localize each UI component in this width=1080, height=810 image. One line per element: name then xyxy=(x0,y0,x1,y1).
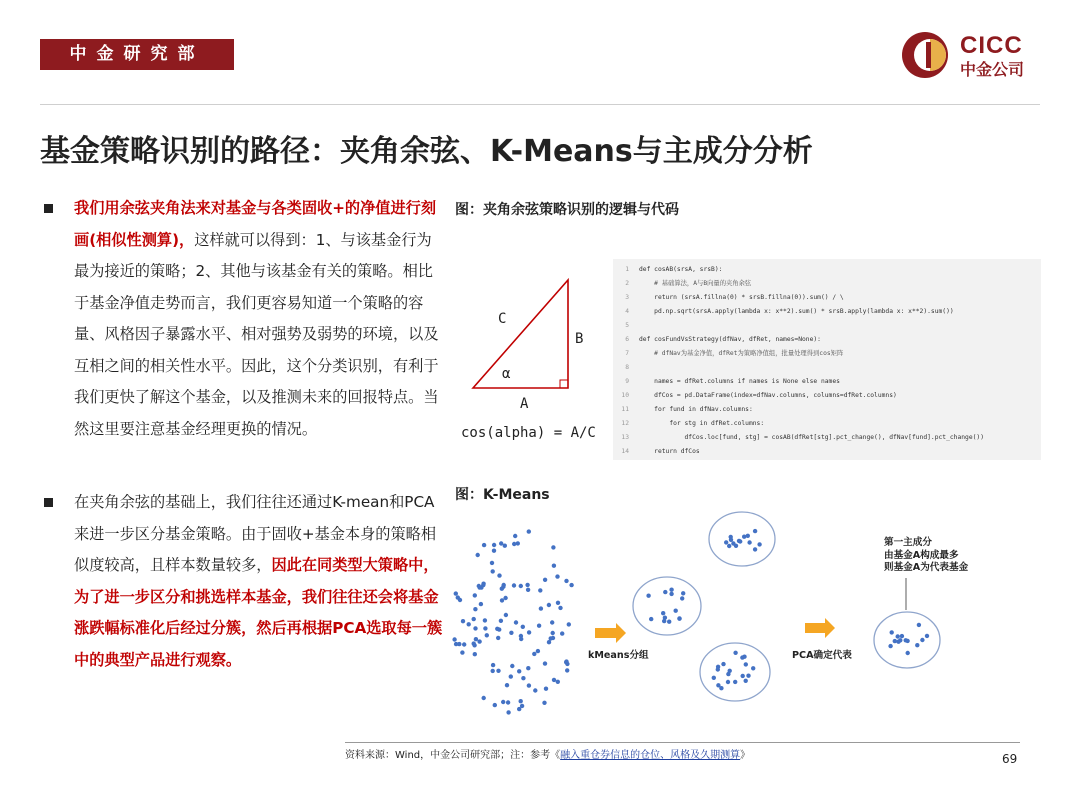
scatter-point xyxy=(719,686,723,690)
scatter-point xyxy=(662,619,666,623)
code-line xyxy=(613,319,1041,333)
scatter-point xyxy=(526,666,530,670)
scatter-point xyxy=(473,626,477,630)
cosine-formula: cos(alpha) = A/C xyxy=(461,425,596,441)
scatter-point xyxy=(454,642,458,646)
code-line-text: dfCos = pd.DataFrame(index=dfNav.columns, columns=dfRet.columns) xyxy=(639,392,897,399)
scatter-point xyxy=(497,627,501,631)
arrow-right-icon xyxy=(595,623,626,643)
code-line-text: dfCos.loc[fund, stg] = cosAB(dfRet[stg].pct_change(), dfNav[fund].pct_change()) xyxy=(639,434,984,441)
scatter-point xyxy=(674,609,678,613)
scatter-point xyxy=(482,696,486,700)
code-line xyxy=(613,333,1041,347)
arrow-right-icon xyxy=(805,618,835,638)
kmeans-arrow-label: kMeans分组 xyxy=(588,650,649,661)
scatter-point xyxy=(538,588,542,592)
scatter-point xyxy=(482,543,486,547)
source-report-link[interactable]: 融入重仓券信息的仓位、风格及久期测算 xyxy=(560,750,741,761)
scatter-point xyxy=(517,669,521,673)
figure-1-caption: 图：夹角余弦策略识别的逻辑与代码 xyxy=(455,202,679,218)
scatter-point xyxy=(473,607,477,611)
pca-note xyxy=(884,537,968,575)
scatter-point xyxy=(905,639,909,643)
scatter-point xyxy=(501,700,505,704)
scatter-point xyxy=(452,637,456,641)
triangle-label-b: B xyxy=(575,331,584,347)
paragraph-2-highlight: 因此在同类型大策略中，为了进一步区分和挑选样本基金，我们往往还会将基金涨跌幅标准化后经过分簇，然后再根据PCA选取每一簇中的典型产品进行观察。 xyxy=(74,556,443,669)
code-line-number: 13 xyxy=(621,434,629,441)
scatter-point xyxy=(564,659,568,663)
scatter-point xyxy=(547,603,551,607)
source-suffix: 》 xyxy=(740,750,751,761)
scatter-point xyxy=(533,688,537,692)
code-block xyxy=(613,259,1041,460)
scatter-point xyxy=(525,583,529,587)
code-line-number: 6 xyxy=(625,336,629,343)
scatter-point xyxy=(496,636,500,640)
scatter-point xyxy=(744,662,748,666)
scatter-point xyxy=(460,650,464,654)
scatter-point xyxy=(649,617,653,621)
scatter-point xyxy=(473,652,477,656)
footer-divider xyxy=(345,742,1020,743)
scatter-point xyxy=(667,620,671,624)
scatter-point xyxy=(724,540,728,544)
scatter-point xyxy=(737,539,741,543)
page-title: 基金策略识别的路径：夹角余弦、K-Means与主成分分析 xyxy=(40,134,813,169)
scatter-point xyxy=(741,674,745,678)
scatter-point xyxy=(716,667,720,671)
code-line-number: 5 xyxy=(625,322,629,329)
code-line xyxy=(613,431,1041,445)
paragraph-1-highlight: 我们用余弦夹角法来对基金与各类固收+的净值进行刻画(相似性测算)， xyxy=(74,199,437,249)
scatter-point xyxy=(513,534,517,538)
scatter-point xyxy=(740,655,744,659)
scatter-point xyxy=(646,594,650,598)
scatter-point xyxy=(569,583,573,587)
code-line-number: 11 xyxy=(621,406,629,413)
paragraph-2-body: 在夹角余弦的基础上，我们往往还通过K-mean和PCA来进一步区分基金策略。由于固收+基金本身的策略相似度较高，且样本数量较多， xyxy=(74,493,437,574)
bullet-square-icon xyxy=(44,204,53,213)
department-label: 中金研究部 xyxy=(40,39,234,70)
scatter-point xyxy=(505,683,509,687)
code-line-number: 8 xyxy=(625,364,629,371)
scatter-point xyxy=(512,542,516,546)
scatter-point xyxy=(893,639,897,643)
scatter-point xyxy=(555,574,559,578)
paragraph-1-body: 这样就可以得到：1、与该基金行为最为接近的策略；2、其他与该基金有关的策略。相比于基金净值走势而言，我们更容易知道一个策略的容量、风格因子暴露水平、相对强势及弱势的环境，以及互相之间的相关性水平。因此，这个分类识别，有利于我们更快了解这个基金，以及推测未来的回报特点。当然这里要注意基金经理更换的情况。 xyxy=(74,230,439,438)
code-line xyxy=(613,417,1041,431)
scatter-point xyxy=(556,601,560,605)
scatter-point xyxy=(504,613,508,617)
scatter-point xyxy=(521,676,525,680)
cicc-logo xyxy=(900,30,1050,80)
scatter-point xyxy=(521,625,525,629)
scatter-point xyxy=(492,543,496,547)
scatter-point xyxy=(532,652,536,656)
scatter-point xyxy=(539,606,543,610)
scatter-point xyxy=(757,542,761,546)
code-line xyxy=(613,389,1041,403)
triangle-label-a: A xyxy=(520,396,529,412)
scatter-point xyxy=(462,642,466,646)
triangle-label-c: C xyxy=(498,311,507,327)
scatter-point xyxy=(681,591,685,595)
code-line xyxy=(613,347,1041,361)
scatter-point xyxy=(519,634,523,638)
scatter-point xyxy=(663,590,667,594)
scatter-point xyxy=(472,617,476,621)
code-line-number: 14 xyxy=(621,448,629,455)
scatter-point xyxy=(753,547,757,551)
scatter-point xyxy=(751,666,755,670)
scatter-point xyxy=(477,584,481,588)
scatter-point xyxy=(721,662,725,666)
code-line xyxy=(613,375,1041,389)
scatter-point xyxy=(680,596,684,600)
scatter-point xyxy=(549,636,553,640)
code-line-text: def cosAB(srsA, srsB): xyxy=(639,266,723,273)
scatter-point xyxy=(536,649,540,653)
scatter-point xyxy=(526,588,530,592)
paragraph-1 xyxy=(44,193,444,445)
scatter-point xyxy=(726,680,730,684)
scatter-point xyxy=(746,674,750,678)
cluster-ellipse xyxy=(633,577,701,635)
scatter-point xyxy=(669,588,673,592)
code-line-number: 10 xyxy=(621,392,629,399)
scatter-point xyxy=(734,544,738,548)
code-line-text: names = dfRet.columns if names is None else names xyxy=(639,378,840,385)
scatter-point xyxy=(492,549,496,553)
scatter-point xyxy=(493,703,497,707)
scatter-point xyxy=(900,634,904,638)
code-line xyxy=(613,291,1041,305)
code-line-number: 2 xyxy=(625,280,629,287)
scatter-point xyxy=(920,638,924,642)
scatter-point xyxy=(503,544,507,548)
scatter-point xyxy=(503,596,507,600)
scatter-point xyxy=(547,640,551,644)
scatter-point xyxy=(512,583,516,587)
scatter-point xyxy=(473,593,477,597)
scatter-point xyxy=(906,651,910,655)
scatter-point xyxy=(500,598,504,602)
cicc-logo-icon xyxy=(900,30,954,80)
scatter-point xyxy=(483,626,487,630)
logo-text-en: CICC xyxy=(960,32,1023,59)
scatter-point xyxy=(661,611,665,615)
scatter-point xyxy=(490,561,494,565)
code-line-text: # dfNav为基金净值，dfRet为策略净值组，批量处理得到cos矩阵 xyxy=(639,350,844,357)
scatter-point xyxy=(510,664,514,668)
triangle-label-alpha: α xyxy=(502,366,511,382)
code-line xyxy=(613,305,1041,319)
scatter-point xyxy=(727,544,731,548)
scatter-point xyxy=(565,668,569,672)
scatter-point xyxy=(733,651,737,655)
scatter-point xyxy=(560,631,564,635)
scatter-point xyxy=(917,623,921,627)
scatter-point xyxy=(925,634,929,638)
scatter-point xyxy=(527,630,531,634)
code-line-text: return (srsA.fillna(0) * srsB.fillna(0)).sum() / \ xyxy=(639,294,844,301)
scatter-point xyxy=(485,633,489,637)
code-line-number: 9 xyxy=(625,378,629,385)
scatter-point xyxy=(669,592,673,596)
code-line-number: 4 xyxy=(625,308,629,315)
scatter-point xyxy=(520,704,524,708)
scatter-point xyxy=(567,622,571,626)
scatter-point xyxy=(915,643,919,647)
scatter-point xyxy=(728,669,732,673)
scatter-point xyxy=(552,564,556,568)
scatter-point xyxy=(483,618,487,622)
code-line xyxy=(613,403,1041,417)
scatter-point xyxy=(747,540,751,544)
scatter-point xyxy=(499,619,503,623)
code-line-text: return dfCos xyxy=(639,448,700,455)
scatter-point xyxy=(550,620,554,624)
scatter-point xyxy=(544,687,548,691)
code-line-text: # 基础算法，A与B向量的夹角余弦 xyxy=(639,280,752,287)
scatter-point xyxy=(742,535,746,539)
scatter-point xyxy=(898,638,902,642)
bullet-square-icon xyxy=(44,498,53,507)
pca-note-line-3: 则基金A为代表基金 xyxy=(884,562,969,573)
scatter-point xyxy=(474,637,478,641)
scatter-point xyxy=(477,639,481,643)
scatter-point xyxy=(467,622,471,626)
scatter-point xyxy=(454,591,458,595)
scatter-point xyxy=(509,631,513,635)
scatter-point xyxy=(551,631,555,635)
scatter-point xyxy=(527,683,531,687)
code-line-number: 7 xyxy=(625,350,629,357)
pca-arrow-label: PCA确定代表 xyxy=(792,650,852,661)
code-line-text: for stg in dfRet.columns: xyxy=(639,420,765,427)
scatter-point xyxy=(753,529,757,533)
scatter-point xyxy=(506,710,510,714)
right-triangle-diagram xyxy=(465,270,605,400)
page-number: 69 xyxy=(1002,752,1018,766)
pca-note-line-1: 第一主成分 xyxy=(884,537,932,548)
scatter-point xyxy=(542,701,546,705)
scatter-point xyxy=(456,595,460,599)
code-line-number: 3 xyxy=(625,294,629,301)
source-prefix: 资料来源：Wind，中金公司研究部；注：参考《 xyxy=(345,750,561,761)
scatter-point xyxy=(744,679,748,683)
cluster-ellipse xyxy=(709,512,775,566)
scatter-point xyxy=(564,579,568,583)
scatter-point xyxy=(558,606,562,610)
paragraph-2 xyxy=(44,487,444,676)
scatter-point xyxy=(543,578,547,582)
scatter-point xyxy=(543,661,547,665)
scatter-point xyxy=(527,529,531,533)
scatter-point xyxy=(677,616,681,620)
code-line xyxy=(613,445,1041,459)
scatter-point xyxy=(890,630,894,634)
code-line xyxy=(613,263,1041,277)
scatter-point xyxy=(476,553,480,557)
scatter-point xyxy=(496,669,500,673)
scatter-point xyxy=(514,620,518,624)
logo-text-cn: 中金公司 xyxy=(960,60,1025,79)
code-line xyxy=(613,277,1041,291)
scatter-point xyxy=(491,569,495,573)
scatter-point xyxy=(491,669,495,673)
figure-2-caption: 图：K-Means xyxy=(455,487,550,503)
pca-note-line-2: 由基金A构成最多 xyxy=(884,549,959,561)
scatter-point xyxy=(896,634,900,638)
scatter-point xyxy=(552,678,556,682)
scatter-point xyxy=(733,680,737,684)
code-line-text: for fund in dfNav.columns: xyxy=(639,406,753,413)
scatter-point xyxy=(888,644,892,648)
scatter-point xyxy=(472,643,476,647)
scatter-point xyxy=(506,700,510,704)
code-line-number: 12 xyxy=(621,420,629,427)
scatter-point xyxy=(729,535,733,539)
header-divider xyxy=(40,104,1040,105)
scatter-point xyxy=(491,663,495,667)
code-line-number: 1 xyxy=(625,266,629,273)
scatter-point xyxy=(497,573,501,577)
scatter-point xyxy=(481,583,485,587)
scatter-point xyxy=(509,674,513,678)
scatter-point xyxy=(519,699,523,703)
code-line xyxy=(613,361,1041,375)
code-line-text: def cosFundVsStrategy(dfNav, dfRet, names=None): xyxy=(639,336,821,343)
code-line-text: pd.np.sqrt(srsA.apply(lambda x: x**2).sum() * srsB.apply(lambda x: x**2).sum()) xyxy=(639,308,954,315)
scatter-point xyxy=(551,545,555,549)
scatter-point xyxy=(537,624,541,628)
scatter-point xyxy=(502,583,506,587)
scatter-point xyxy=(479,602,483,606)
source-note xyxy=(345,746,750,761)
scatter-point xyxy=(519,584,523,588)
scatter-point xyxy=(556,680,560,684)
scatter-point xyxy=(712,676,716,680)
scatter-point xyxy=(461,619,465,623)
